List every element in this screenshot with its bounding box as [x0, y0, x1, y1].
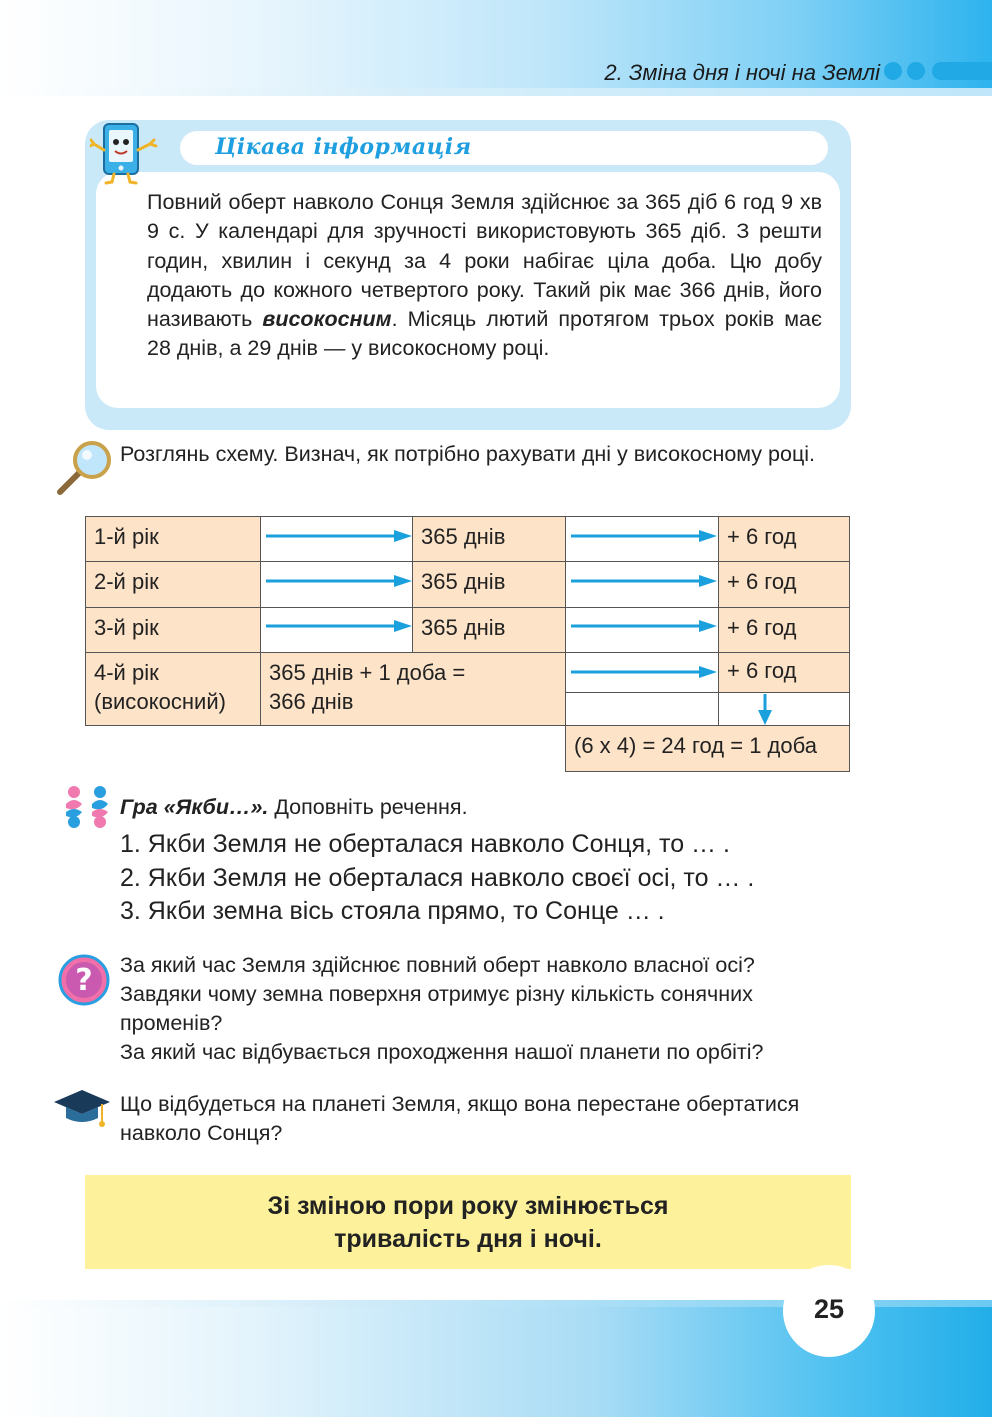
- think-question: Що відбудеться на планеті Земля, якщо вона перестане обертатися навколо Сонця?: [120, 1092, 800, 1145]
- leap-year-cell: [85, 652, 261, 726]
- right-arrow-icon: [266, 574, 412, 588]
- down-arrow-icon: [756, 694, 774, 726]
- question-mark-icon: [58, 954, 110, 1006]
- questions-block: [120, 951, 855, 1067]
- days-cell: 365 днів: [412, 607, 566, 653]
- days-cell: 365 днів: [412, 516, 566, 562]
- extra-hours-cell: + 6 год: [718, 652, 850, 693]
- year-cell: 3-й рік: [85, 607, 261, 653]
- tablet-mascot-icon: [90, 122, 158, 186]
- days-cell: 365 днів: [412, 561, 566, 608]
- year-cell: 2-й рік: [85, 561, 261, 608]
- question-item: За який час відбувається проходження нашої планети по орбіті?: [120, 1040, 764, 1064]
- right-arrow-icon: [266, 619, 412, 633]
- game-people-icon: [62, 782, 112, 832]
- page-number: 25: [813, 1294, 845, 1324]
- leap-days-cell: [260, 652, 566, 726]
- leap-days-line1: 365 днів + 1 доба =: [269, 660, 466, 685]
- info-title: Цікава інформація: [215, 134, 472, 160]
- graduation-cap-icon: [52, 1088, 112, 1132]
- task-text: Розглянь схему. Визнач, як потрібно рахувати дні у високосному році.: [120, 442, 816, 466]
- list-item: 1. Якби Земля не оберталася навколо Сонця, то … .: [120, 830, 730, 858]
- list-item: 2. Якби Земля не оберталася навколо своєї осі, то … .: [120, 863, 755, 892]
- right-arrow-icon: [571, 529, 717, 543]
- right-arrow-icon: [571, 665, 717, 679]
- list-item: 3. Якби земна вісь стояла прямо, то Сонце … .: [120, 897, 665, 925]
- game-title: Гра «Якби…». Доповніть речення.: [120, 795, 468, 819]
- leap-days-line2: 366 днів: [269, 689, 354, 714]
- right-arrow-icon: [266, 529, 412, 543]
- magnifier-icon: [56, 440, 114, 496]
- leap-year-label: 4-й рік: [94, 660, 159, 685]
- extra-hours-cell: + 6 год: [718, 607, 850, 653]
- leap-year-note: (високосний): [94, 689, 226, 714]
- down-arrow-cell: [718, 692, 850, 726]
- right-arrow-icon: [571, 574, 717, 588]
- header-line: [0, 88, 992, 96]
- svg-text:?: ?: [75, 963, 93, 998]
- info-text: Повний оберт навколо Сонця Земля здійснює за 365 діб 6 год 9 хв 9 с. У календарі для зручності використовують 365 діб. З решти годин, хвилин і секунд за 4 роки набігає ціла доба. Цю добу додають до кожного четвертого року. Такий рік має 366 днів, його називають високосним. Місяць лютий протягом трьох років має 28 днів, а 29 днів — у високосному році.: [147, 190, 822, 361]
- game-list: [120, 828, 880, 929]
- extra-hours-cell: + 6 год: [718, 516, 850, 562]
- info-bold-word: високосним: [262, 307, 392, 332]
- total-cell: (6 х 4) = 24 год = 1 доба: [565, 725, 850, 772]
- extra-hours-cell: + 6 год: [718, 561, 850, 608]
- running-title: 2. Зміна дня і ночі на Землі: [604, 60, 880, 85]
- right-arrow-icon: [571, 619, 717, 633]
- question-item: Завдяки чому земна поверхня отримує різну кількість сонячних променів?: [120, 982, 753, 1035]
- header-dots: [882, 62, 992, 82]
- question-item: За який час Земля здійснює повний оберт навколо власної осі?: [120, 953, 755, 977]
- summary-text: Зі зміною пори року змінюється тривалість дня і ночі.: [267, 1192, 669, 1253]
- year-cell: 1-й рік: [85, 516, 261, 562]
